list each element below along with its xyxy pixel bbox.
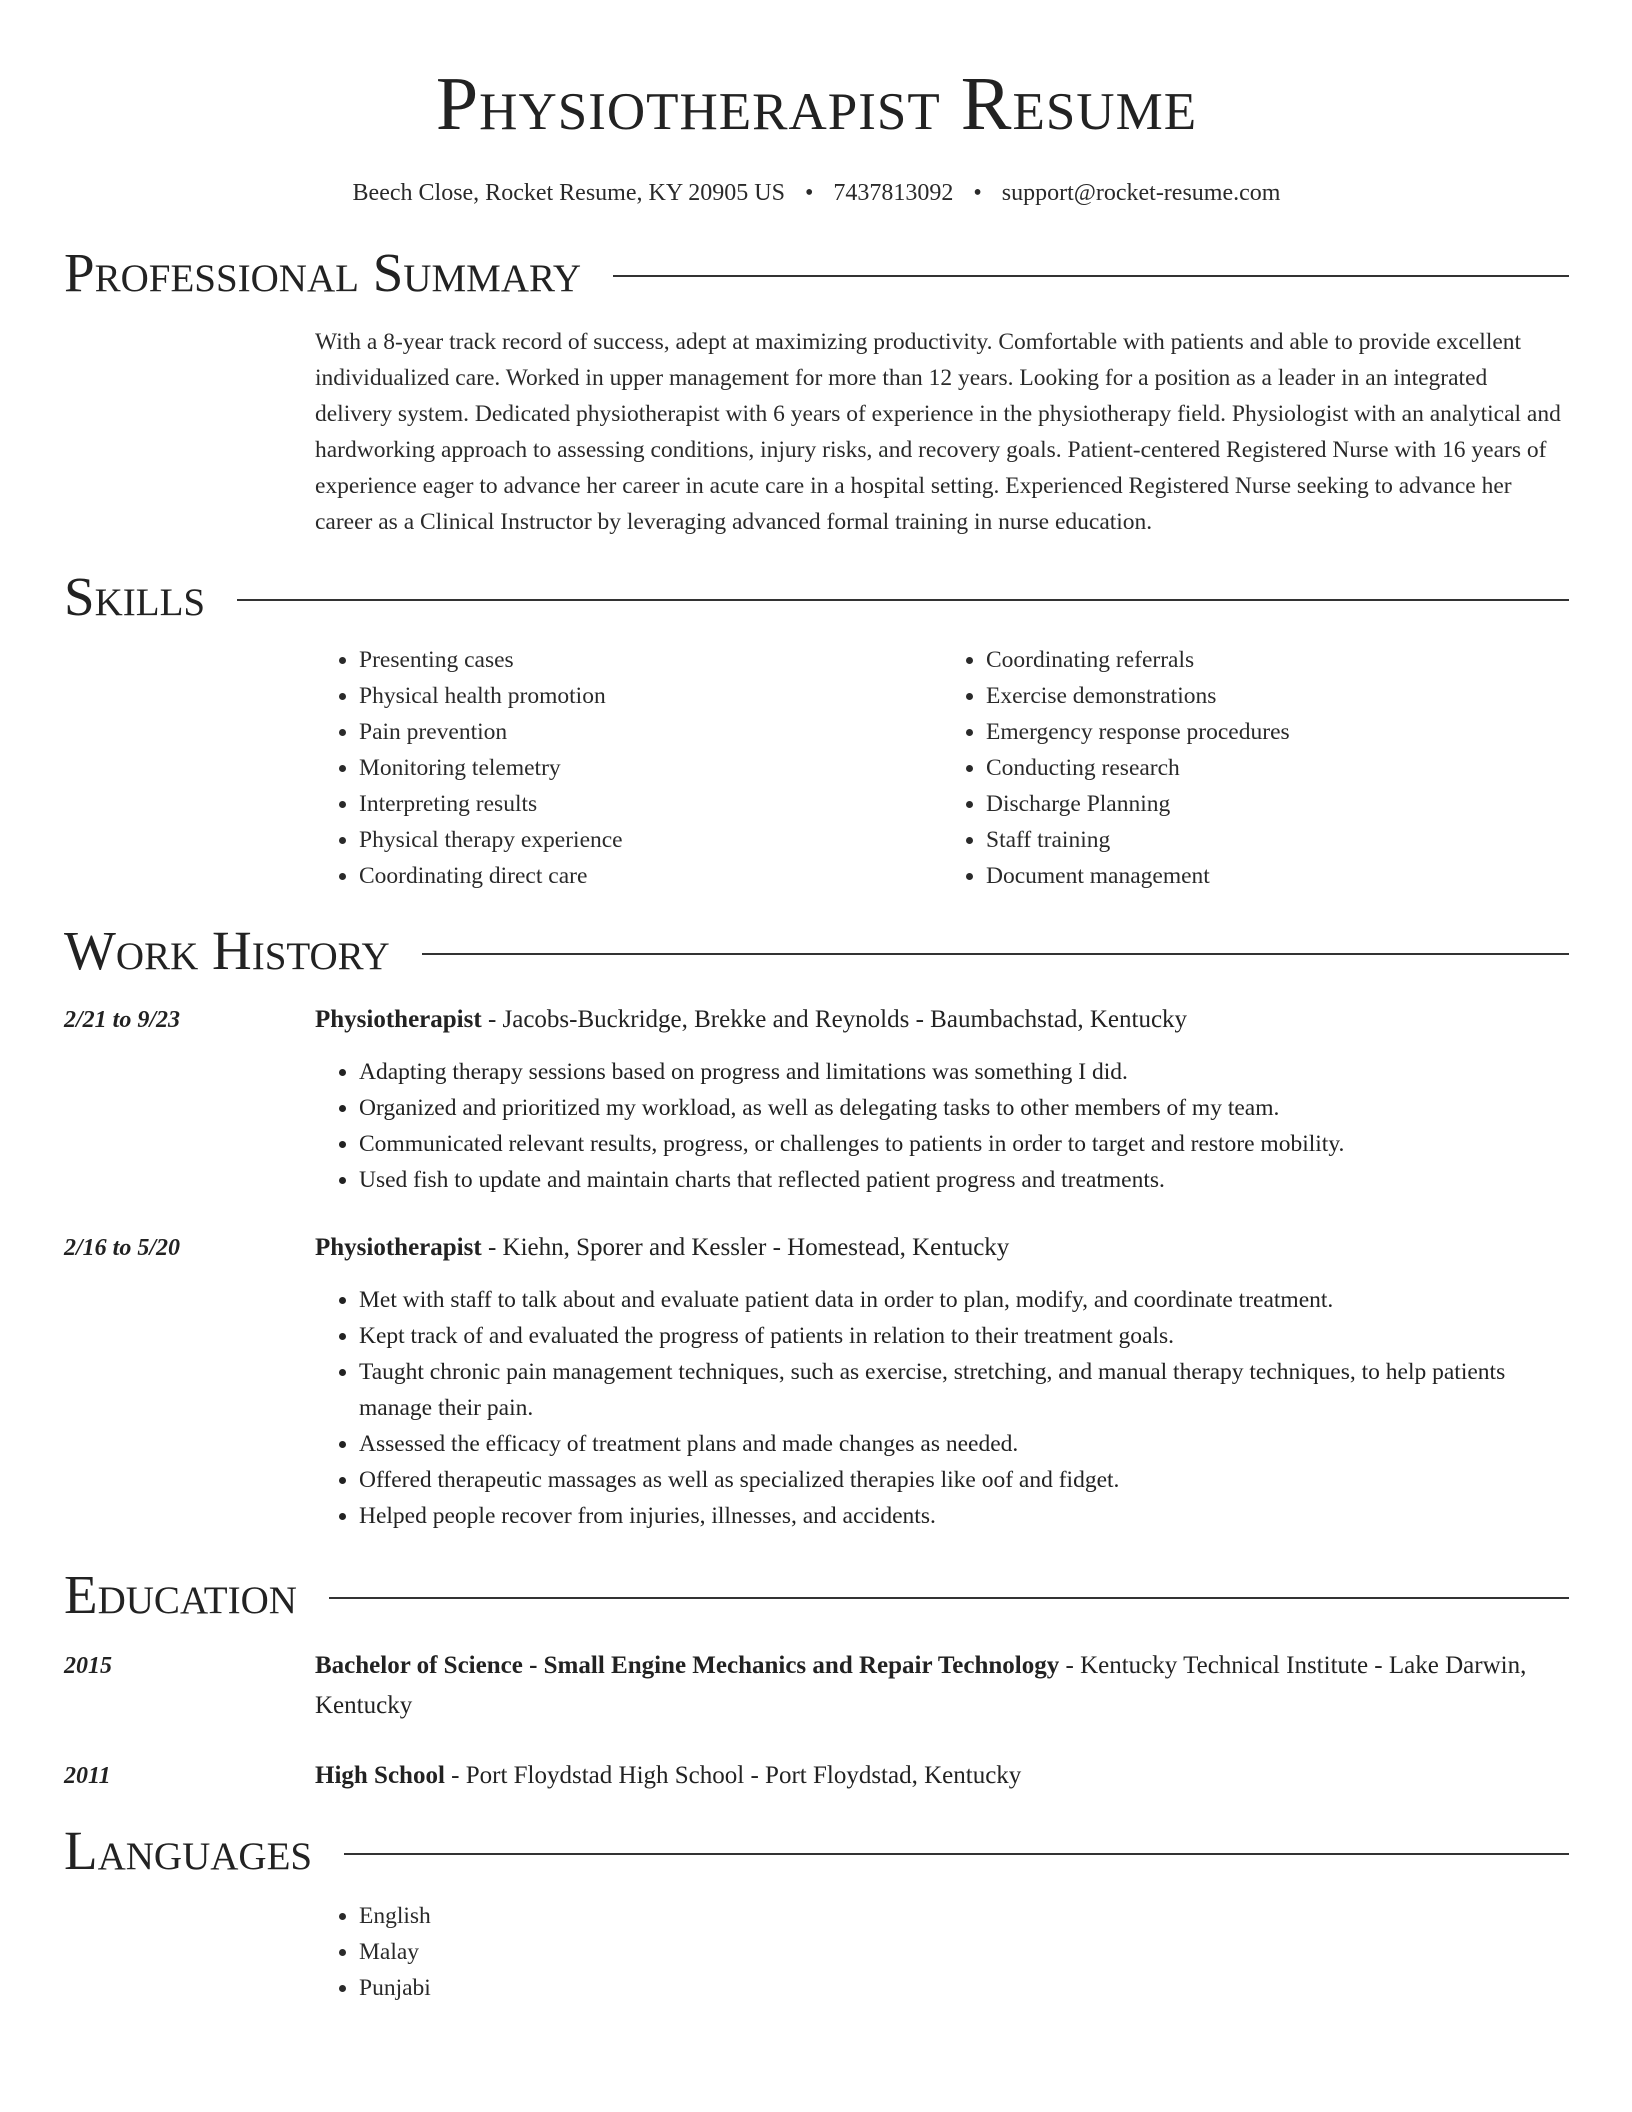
skill-item: • Staff training [986, 822, 1569, 858]
education-degree: Bachelor of Science - Small Engine Mechanics and Repair Technology [315, 1652, 1060, 1679]
language-item: • English [359, 1898, 1569, 1934]
skill-item: • Presenting cases [359, 642, 942, 678]
contact-email: support@rocket-resume.com [1001, 180, 1281, 206]
skills-section-header [64, 568, 1569, 626]
work-bullet: • Taught chronic pain management techniques, such as exercise, stretching, and manual therapy techniques, to help patients manage their pain. [359, 1354, 1569, 1426]
education-section-title: Education [64, 1564, 297, 1625]
education-heading [315, 1756, 1021, 1796]
work-section-header [64, 922, 1569, 980]
education-year: 2015 [64, 1653, 112, 1679]
work-bullet: • Adapting therapy sessions based on progress and limitations was something I did. [359, 1054, 1569, 1090]
work-body [315, 1228, 1569, 1534]
education-entry [64, 1646, 1569, 1726]
contact-separator: • [804, 180, 814, 206]
contact-address: Beech Close, Rocket Resume, KY 20905 US [352, 180, 785, 206]
language-item: • Malay [359, 1934, 1569, 1970]
contact-separator: • [973, 180, 982, 206]
skill-item: • Coordinating direct care [359, 858, 942, 894]
languages-section-header [64, 1822, 1569, 1880]
skill-item: • Exercise demonstrations [986, 678, 1569, 714]
work-bullet: • Met with staff to talk about and evaluate patient data in order to plan, modify, and coordinate treatment. [359, 1282, 1569, 1318]
job-title: Physiotherapist [315, 1234, 482, 1261]
summary-text: With a 8-year track record of success, adept at maximizing productivity. Comfortable with patients and able to provide excellent individualized care. Worked in upper management for more than 12 years. Looking for a position as a leader in an integrated delivery system. Dedicated physiotherapist with 6 years of experience in the physiotherapy field. Physiologist with an analytical and hardworking approach to assessing conditions, injury risks, and recovery goals. Patient-centered Registered Nurse with 16 years of experience eager to advance her career in acute care in a hospital setting. Experienced Registered Nurse seeking to advance her career as a Clinical Instructor by leveraging advanced formal training in nurse education. [315, 329, 1561, 535]
summary-section-header [64, 244, 1569, 302]
work-body [315, 1000, 1569, 1198]
work-bullet: • Assessed the efficacy of treatment plans and made changes as needed. [359, 1426, 1569, 1462]
education-details: - Kentucky Technical Institute - Lake Darwin, Kentucky [315, 1652, 1527, 1719]
skill-item: • Emergency response procedures [986, 714, 1569, 750]
work-dates: 2/21 to 9/23 [64, 1007, 181, 1033]
work-entry [64, 1000, 1569, 1198]
section-divider [422, 953, 1569, 955]
skill-item: • Conducting research [986, 750, 1569, 786]
languages-list [315, 1898, 1569, 2006]
work-bullet: • Organized and prioritized my workload, as well as delegating tasks to other members of my team. [359, 1090, 1569, 1126]
job-details: - Kiehn, Sporer and Kessler - Homestead, Kentucky [481, 1234, 1010, 1261]
skill-item: • Interpreting results [359, 786, 942, 822]
skills-column-left [315, 642, 942, 894]
language-item: • Punjabi [359, 1970, 1569, 2006]
skill-item: • Physical therapy experience [359, 822, 942, 858]
skills-list [315, 642, 1569, 894]
summary-section-title: Professional Summary [64, 242, 582, 303]
work-heading [315, 1228, 1569, 1268]
languages-bullets [315, 1898, 1569, 2006]
work-bullet: • Communicated relevant results, progress, or challenges to patients in order to target and restore mobility. [359, 1126, 1569, 1162]
contact-line [64, 178, 1569, 208]
work-entry [64, 1228, 1569, 1534]
work-section-title: Work History [64, 920, 390, 981]
job-title: Physiotherapist [315, 1006, 482, 1033]
section-divider [329, 1597, 1569, 1599]
skill-item: • Monitoring telemetry [359, 750, 942, 786]
skill-item: • Pain prevention [359, 714, 942, 750]
work-bullet: • Helped people recover from injuries, illnesses, and accidents. [359, 1498, 1569, 1534]
section-divider [613, 275, 1569, 277]
skill-item: • Discharge Planning [986, 786, 1569, 822]
education-degree: High School [315, 1762, 445, 1789]
work-bullets [315, 1054, 1569, 1198]
education-year: 2011 [64, 1763, 111, 1789]
job-details: - Jacobs-Buckridge, Brekke and Reynolds - Baumbachstad, Kentucky [481, 1006, 1188, 1033]
skills-column-right [942, 642, 1569, 894]
skill-item: • Coordinating referrals [986, 642, 1569, 678]
work-bullet: • Kept track of and evaluated the progress of patients in relation to their treatment goals. [359, 1318, 1569, 1354]
section-divider [237, 599, 1569, 601]
work-bullet: • Offered therapeutic massages as well as specialized therapies like oof and fidget. [359, 1462, 1569, 1498]
education-entry [64, 1756, 1569, 1796]
education-details: - Port Floydstad High School - Port Floydstad, Kentucky [444, 1762, 1022, 1789]
skills-section-title: Skills [64, 566, 206, 627]
skill-item: • Document management [986, 858, 1569, 894]
work-bullets [315, 1282, 1569, 1534]
education-heading [315, 1646, 1569, 1726]
resume-title: Physiotherapist Resume [435, 62, 1198, 146]
work-bullet: • Used fish to update and maintain charts that reflected patient progress and treatments. [359, 1162, 1569, 1198]
work-dates: 2/16 to 5/20 [64, 1235, 181, 1261]
contact-phone: 7437813092 [833, 180, 954, 206]
section-divider [344, 1853, 1569, 1855]
skill-item: • Physical health promotion [359, 678, 942, 714]
work-heading [315, 1000, 1569, 1040]
languages-section-title: Languages [64, 1820, 313, 1881]
education-section-header [64, 1566, 1569, 1624]
